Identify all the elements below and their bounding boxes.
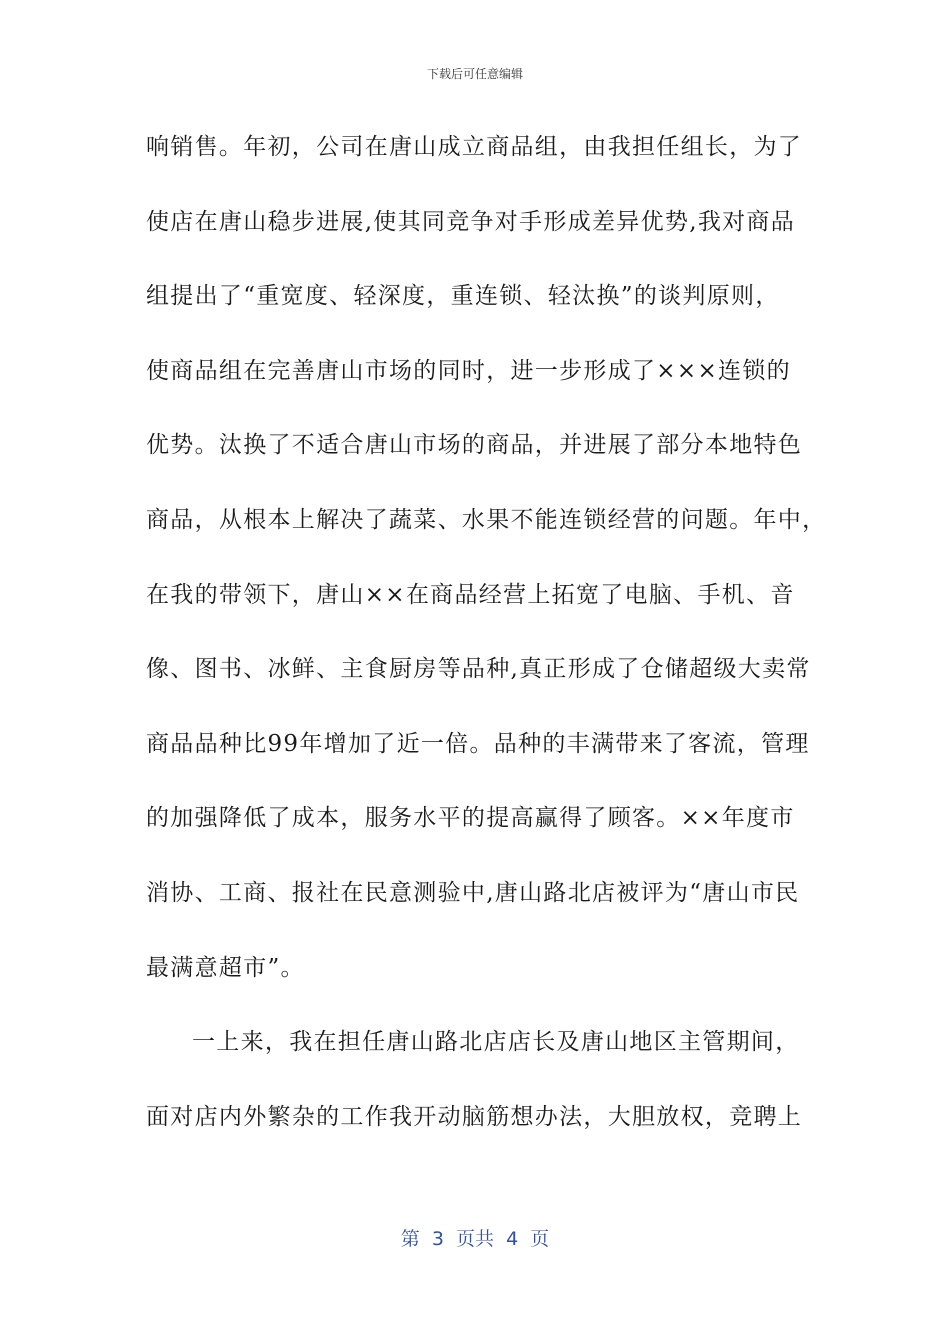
page-header-note: 下载后可任意编辑 [426,67,523,81]
text-line: 消协、工商、报社在民意测验中,唐山路北店被评为“唐山市民 [146,879,800,906]
text-line: 的加强降低了成本，服务水平的提高赢得了顾客。××年度市 [146,805,795,832]
text-line: 组提出了“重宽度、轻深度，重连锁、轻汰换”的谈判原则， [146,283,780,310]
text-line: 使商品组在完善唐山市场的同时，进一步形成了×××连锁的 [146,357,791,384]
text-line: 在我的带领下，唐山××在商品经营上拓宽了电脑、手机、音 [146,581,795,608]
text-line: 商品品种比99年增加了近一倍。品种的丰满带来了客流，管理 [146,730,810,757]
text-line: 像、图书、冰鲜、主食厨房等品种,真正形成了仓储超级大卖常 [146,656,811,683]
document-body [146,124,827,1168]
page-number-footer: 第 3 页共 4 页 [400,1228,550,1250]
text-line: 最满意超市”。 [146,954,305,981]
text-line: 优势。汰换了不适合唐山市场的商品，并进展了部分本地特色 [146,432,803,459]
text-line: 面对店内外繁杂的工作我开动脑筋想办法，大胆放权，竞聘上 [146,1103,803,1130]
text-line: 使店在唐山稳步进展,使其同竞争对手形成差异优势,我对商品 [146,208,796,235]
text-line: 响销售。年初，公司在唐山成立商品组，由我担任组长，为了 [146,134,803,160]
text-line: 商品，从根本上解决了蔬菜、水果不能连锁经营的问题。年中， [146,506,827,533]
paragraph-first-line: 一上来，我在担任唐山路北店店长及唐山地区主管期间， [192,1029,800,1056]
